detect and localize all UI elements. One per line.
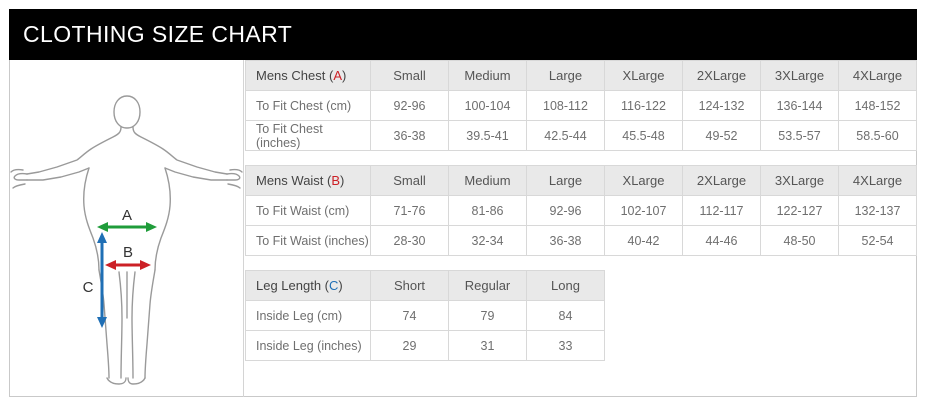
leg-cm-label: Inside Leg (cm): [246, 301, 371, 331]
chest-in-4xlarge: 58.5-60: [839, 121, 917, 151]
chest-header-letter: A: [333, 68, 342, 83]
waist-in-2xlarge: 44-46: [683, 226, 761, 256]
chest-cm-xlarge: 116-122: [605, 91, 683, 121]
waist-header-suffix: ): [340, 173, 345, 188]
title-bar: [9, 9, 917, 60]
chest-in-medium: 39.5-41: [449, 121, 527, 151]
leg-header-text: Leg Length (: [256, 278, 330, 293]
label-a: A: [121, 207, 133, 224]
leg-cm-long: 84: [527, 301, 605, 331]
waist-header-label: [246, 166, 371, 196]
waist-in-small: 28-30: [371, 226, 449, 256]
leg-header-label: [246, 271, 371, 301]
chest-cm-2xlarge: 124-132: [683, 91, 761, 121]
chest-table: [245, 60, 917, 151]
leg-table: [245, 270, 605, 361]
label-b: B: [122, 244, 134, 261]
chest-cm-medium: 100-104: [449, 91, 527, 121]
waist-cm-3xlarge: 122-127: [761, 196, 839, 226]
waist-in-medium: 32-34: [449, 226, 527, 256]
waist-cm-2xlarge: 112-117: [683, 196, 761, 226]
leg-size-regular: Regular: [449, 271, 527, 301]
chest-size-4xlarge: 4XLarge: [839, 61, 917, 91]
table-row: [246, 121, 917, 151]
leg-size-long: Long: [527, 271, 605, 301]
chest-size-large: Large: [527, 61, 605, 91]
leg-cm-regular: 79: [449, 301, 527, 331]
table-row: [246, 331, 605, 361]
waist-cm-large: 92-96: [527, 196, 605, 226]
table-row: [246, 226, 917, 256]
leg-header-suffix: ): [338, 278, 343, 293]
waist-in-3xlarge: 48-50: [761, 226, 839, 256]
chest-cm-small: 92-96: [371, 91, 449, 121]
chest-header-label: [246, 61, 371, 91]
chest-size-xlarge: XLarge: [605, 61, 683, 91]
waist-header-text: Mens Waist (: [256, 173, 332, 188]
waist-header-letter: B: [331, 173, 341, 188]
chest-in-large: 42.5-44: [527, 121, 605, 151]
chest-size-small: Small: [371, 61, 449, 91]
chest-size-2xlarge: 2XLarge: [683, 61, 761, 91]
chest-header-text: Mens Chest (: [256, 68, 334, 83]
waist-table: [245, 165, 917, 256]
size-tables: [245, 60, 917, 397]
table-header-row: [246, 271, 605, 301]
chest-in-xlarge: 45.5-48: [605, 121, 683, 151]
chest-cm-label: To Fit Chest (cm): [246, 91, 371, 121]
chest-size-medium: Medium: [449, 61, 527, 91]
chest-cm-large: 108-112: [527, 91, 605, 121]
waist-in-xlarge: 40-42: [605, 226, 683, 256]
leg-arrow: [97, 232, 107, 328]
figure-panel: [9, 60, 244, 397]
waist-in-large: 36-38: [527, 226, 605, 256]
chest-in-label: To Fit Chest (inches): [246, 121, 371, 151]
body-diagram: [9, 60, 244, 397]
waist-cm-label: To Fit Waist (cm): [246, 196, 371, 226]
waist-in-4xlarge: 52-54: [839, 226, 917, 256]
waist-in-label: To Fit Waist (inches): [246, 226, 371, 256]
chest-in-2xlarge: 49-52: [683, 121, 761, 151]
table-header-row: [246, 166, 917, 196]
table-row: [246, 301, 605, 331]
label-c: C: [82, 279, 94, 296]
chart-body: [9, 60, 917, 397]
leg-in-short: 29: [371, 331, 449, 361]
waist-size-large: Large: [527, 166, 605, 196]
table-gap-1: [245, 151, 917, 165]
leg-header-letter: C: [329, 278, 339, 293]
waist-size-2xlarge: 2XLarge: [683, 166, 761, 196]
page-title: CLOTHING SIZE CHART: [23, 21, 293, 47]
waist-size-4xlarge: 4XLarge: [839, 166, 917, 196]
waist-size-medium: Medium: [449, 166, 527, 196]
body-outline: [11, 96, 242, 384]
waist-cm-medium: 81-86: [449, 196, 527, 226]
chest-in-small: 36-38: [371, 121, 449, 151]
waist-cm-xlarge: 102-107: [605, 196, 683, 226]
waist-cm-small: 71-76: [371, 196, 449, 226]
waist-cm-4xlarge: 132-137: [839, 196, 917, 226]
chest-header-suffix: ): [341, 68, 347, 83]
waist-size-3xlarge: 3XLarge: [761, 166, 839, 196]
chest-size-3xlarge: 3XLarge: [761, 61, 839, 91]
leg-in-label: Inside Leg (inches): [246, 331, 371, 361]
waist-size-small: Small: [371, 166, 449, 196]
chest-cm-3xlarge: 136-144: [761, 91, 839, 121]
leg-in-long: 33: [527, 331, 605, 361]
table-row: [246, 91, 917, 121]
table-row: [246, 196, 917, 226]
chest-in-3xlarge: 53.5-57: [761, 121, 839, 151]
table-header-row: [246, 61, 917, 91]
waist-arrow: [105, 260, 151, 270]
leg-cm-short: 74: [371, 301, 449, 331]
waist-size-xlarge: XLarge: [605, 166, 683, 196]
leg-in-regular: 31: [449, 331, 527, 361]
table-gap-2: [245, 256, 917, 270]
chest-cm-4xlarge: 148-152: [839, 91, 917, 121]
leg-size-short: Short: [371, 271, 449, 301]
